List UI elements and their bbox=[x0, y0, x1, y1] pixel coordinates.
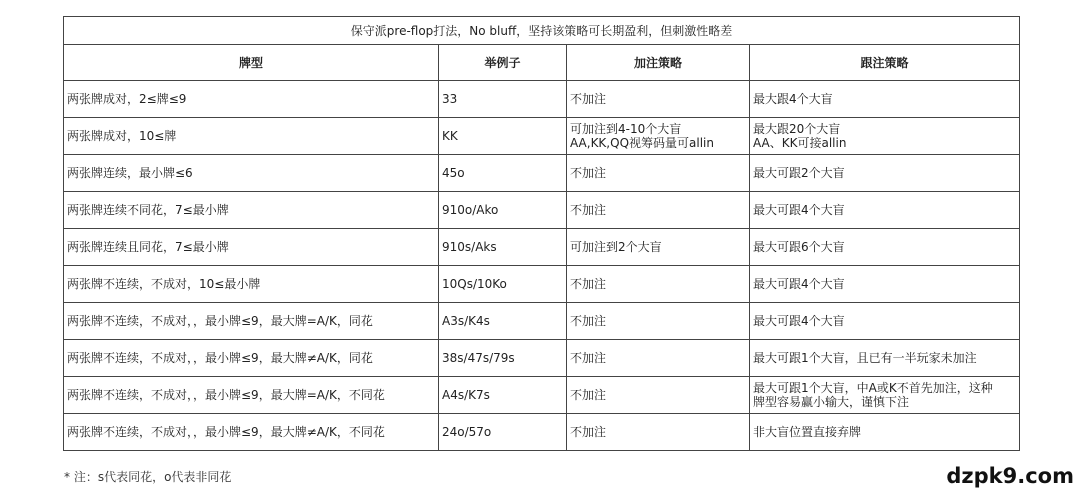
cell-example bbox=[439, 377, 567, 414]
cell-call-strategy-text: 最大可跟4个大盲 bbox=[753, 277, 845, 291]
cell-call-strategy-text: 最大可跟1个大盲，且已有一半玩家未加注 bbox=[753, 351, 977, 365]
cell-raise-strategy-text: 不加注 bbox=[570, 314, 607, 328]
cell-hand-type-text: 两张牌不连续，不成对，，最小牌≤9，最大牌≠A/K，不同花 bbox=[67, 425, 385, 439]
cell-hand-type-text: 两张牌成对，2≤牌≤9 bbox=[67, 92, 187, 106]
cell-call-strategy-text: 最大可跟1个大盲，中A或K不首先加注，这种 牌型容易赢小输大，谨慎下注 bbox=[753, 381, 993, 409]
cell-call-strategy bbox=[750, 192, 1020, 229]
cell-raise-strategy bbox=[567, 377, 750, 414]
cell-call-strategy-text: 最大跟4个大盲 bbox=[753, 92, 833, 106]
table-row bbox=[64, 118, 1020, 155]
cell-example bbox=[439, 266, 567, 303]
cell-example-text: 910s/Aks bbox=[442, 240, 497, 254]
cell-call-strategy bbox=[750, 266, 1020, 303]
cell-example-text: A4s/K7s bbox=[442, 388, 490, 402]
cell-raise-strategy bbox=[567, 303, 750, 340]
table-row bbox=[64, 192, 1020, 229]
cell-example bbox=[439, 414, 567, 451]
footnote: * 注：s代表同花，o代表非同花 bbox=[64, 470, 232, 484]
cell-call-strategy-text: 非大盲位置直接弃牌 bbox=[753, 425, 862, 439]
cell-call-strategy bbox=[750, 414, 1020, 451]
watermark-logo: dzpk9.com bbox=[946, 464, 1074, 488]
cell-raise-strategy-text: 不加注 bbox=[570, 203, 607, 217]
cell-hand-type bbox=[64, 192, 439, 229]
cell-call-strategy-text: 最大可跟4个大盲 bbox=[753, 314, 845, 328]
table-title: 保守派pre-flop打法，No bluff，坚持该策略可长期盈利，但刺激性略差 bbox=[64, 17, 1020, 45]
table-row bbox=[64, 266, 1020, 303]
header-raise-strategy: 加注策略 bbox=[567, 45, 750, 81]
cell-call-strategy bbox=[750, 229, 1020, 266]
cell-hand-type bbox=[64, 266, 439, 303]
cell-example-text: 910o/Ako bbox=[442, 203, 499, 217]
cell-raise-strategy bbox=[567, 229, 750, 266]
cell-raise-strategy-text: 不加注 bbox=[570, 166, 607, 180]
cell-call-strategy bbox=[750, 155, 1020, 192]
table-row bbox=[64, 155, 1020, 192]
cell-hand-type bbox=[64, 81, 439, 118]
cell-call-strategy-text: 最大可跟4个大盲 bbox=[753, 203, 845, 217]
cell-raise-strategy bbox=[567, 414, 750, 451]
header-hand-type: 牌型 bbox=[64, 45, 439, 81]
cell-raise-strategy bbox=[567, 81, 750, 118]
cell-call-strategy-text: 最大可跟6个大盲 bbox=[753, 240, 845, 254]
strategy-table bbox=[63, 16, 1020, 451]
cell-raise-strategy-text: 不加注 bbox=[570, 277, 607, 291]
cell-call-strategy-text: 最大跟20个大盲 AA、KK可接allin bbox=[753, 122, 847, 150]
table-row bbox=[64, 81, 1020, 118]
cell-raise-strategy bbox=[567, 155, 750, 192]
cell-call-strategy bbox=[750, 340, 1020, 377]
cell-hand-type bbox=[64, 118, 439, 155]
cell-call-strategy bbox=[750, 118, 1020, 155]
cell-hand-type bbox=[64, 414, 439, 451]
cell-hand-type-text: 两张牌连续，最小牌≤6 bbox=[67, 166, 193, 180]
cell-example-text: A3s/K4s bbox=[442, 314, 490, 328]
cell-hand-type bbox=[64, 229, 439, 266]
table-title-row bbox=[64, 17, 1020, 45]
cell-call-strategy bbox=[750, 81, 1020, 118]
cell-example bbox=[439, 229, 567, 266]
cell-raise-strategy-text: 不加注 bbox=[570, 388, 607, 402]
cell-raise-strategy-text: 不加注 bbox=[570, 425, 607, 439]
cell-hand-type-text: 两张牌不连续，不成对，，最小牌≤9，最大牌≠A/K，同花 bbox=[67, 351, 373, 365]
table-row bbox=[64, 303, 1020, 340]
cell-hand-type-text: 两张牌不连续，不成对，10≤最小牌 bbox=[67, 277, 261, 291]
cell-example-text: 10Qs/10Ko bbox=[442, 277, 507, 291]
cell-example-text: 33 bbox=[442, 92, 458, 106]
cell-hand-type bbox=[64, 303, 439, 340]
table-row bbox=[64, 377, 1020, 414]
cell-example-text: 45o bbox=[442, 166, 465, 180]
cell-hand-type-text: 两张牌连续不同花，7≤最小牌 bbox=[67, 203, 229, 217]
table-header-row bbox=[64, 45, 1020, 81]
cell-example bbox=[439, 81, 567, 118]
cell-example bbox=[439, 340, 567, 377]
cell-raise-strategy bbox=[567, 118, 750, 155]
cell-example bbox=[439, 155, 567, 192]
cell-example bbox=[439, 192, 567, 229]
table-row bbox=[64, 229, 1020, 266]
cell-example-text: KK bbox=[442, 129, 458, 143]
cell-call-strategy bbox=[750, 377, 1020, 414]
cell-raise-strategy-text: 不加注 bbox=[570, 351, 607, 365]
header-call-strategy: 跟注策略 bbox=[750, 45, 1020, 81]
cell-hand-type bbox=[64, 377, 439, 414]
cell-raise-strategy-text: 可加注到4-10个大盲 AA,KK,QQ视筹码量可allin bbox=[570, 122, 714, 150]
cell-call-strategy bbox=[750, 303, 1020, 340]
cell-raise-strategy-text: 可加注到2个大盲 bbox=[570, 240, 662, 254]
cell-example-text: 24o/57o bbox=[442, 425, 492, 439]
table-body bbox=[64, 81, 1020, 451]
cell-hand-type-text: 两张牌不连续，不成对，，最小牌≤9，最大牌=A/K，同花 bbox=[67, 314, 373, 328]
cell-hand-type bbox=[64, 155, 439, 192]
table-row bbox=[64, 340, 1020, 377]
cell-hand-type bbox=[64, 340, 439, 377]
header-example: 举例子 bbox=[439, 45, 567, 81]
cell-raise-strategy bbox=[567, 266, 750, 303]
cell-example bbox=[439, 303, 567, 340]
cell-example-text: 38s/47s/79s bbox=[442, 351, 515, 365]
cell-hand-type-text: 两张牌连续且同花，7≤最小牌 bbox=[67, 240, 229, 254]
cell-hand-type-text: 两张牌不连续，不成对，，最小牌≤9，最大牌=A/K，不同花 bbox=[67, 388, 385, 402]
cell-call-strategy-text: 最大可跟2个大盲 bbox=[753, 166, 845, 180]
table-row bbox=[64, 414, 1020, 451]
cell-raise-strategy-text: 不加注 bbox=[570, 92, 607, 106]
cell-raise-strategy bbox=[567, 340, 750, 377]
cell-example bbox=[439, 118, 567, 155]
cell-raise-strategy bbox=[567, 192, 750, 229]
cell-hand-type-text: 两张牌成对，10≤牌 bbox=[67, 129, 177, 143]
